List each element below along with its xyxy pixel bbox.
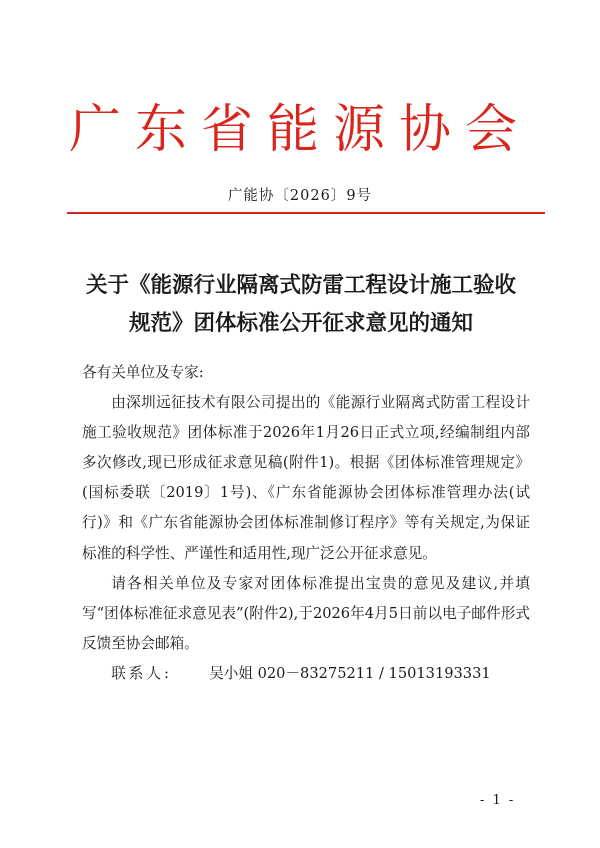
contact-label: 联系人:: [111, 664, 172, 682]
body-paragraph-1: 由深圳远征技术有限公司提出的《能源行业隔离式防雷工程设计施工验收规范》团体标准于2026年1月26日正式立项,经编制组内部多次修改,现已形成征求意见稿(附件1)。根据《团体标准管理规定》(国标委联〔2019〕1号)、《广东省能源协会团体标准管理办法(试行)》和《广东省能源协会团体标准制修订程序》等有关规定,为保证标准的科学性、严谨性和适用性,现广泛公开征求意见。: [82, 394, 530, 562]
document-title-line-2: 规范》团体标准公开征求意见的通知: [128, 311, 473, 336]
contact-line: [82, 659, 530, 689]
document-title-line-1: 关于《能源行业隔离式防雷工程设计施工验收: [85, 273, 516, 298]
organization-title: 广东省能源协会: [68, 100, 531, 160]
document-title: [66, 267, 536, 343]
body-paragraph-2: 请各相关单位及专家对团体标准提出宝贵的意见及建议,并填写“团体标准征求意见表”(附件2),于2026年4月5日前以电子邮件形式反馈至协会邮箱。: [82, 574, 530, 652]
red-divider-line: [67, 212, 545, 214]
page-number: - 1 -: [480, 793, 516, 808]
contact-value: 吴小姐 020－83275211 / 15013193331: [209, 664, 491, 682]
document-body: [82, 358, 530, 689]
document-number: 广能协〔2026〕9号: [227, 188, 373, 204]
salutation: 各有关单位及专家:: [82, 364, 204, 381]
